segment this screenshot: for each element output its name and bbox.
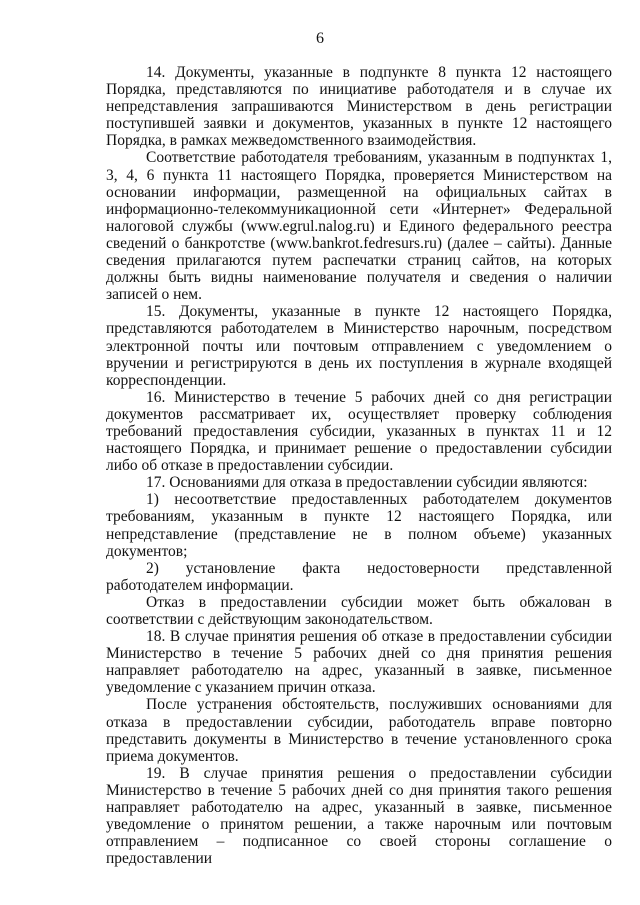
paragraph-19: 19. В случае принятия решения о предоставлении субсидии Министерство в течение 5 рабочих дней со дня принятия такого решения направляет работодателю на адрес, указанный в заявке, письменное уведомление о принятом решении, а также нарочным или почтовым отправлением – подписанное со своей стороны соглашение о предоставлении — [106, 764, 612, 868]
document-body — [106, 64, 612, 867]
paragraph-17-item-1: 1) несоответствие предоставленных работодателем документов требованиям, указанным в пункте 12 настоящего Порядка, или непредставление (представление не в полном объеме) указанных документов; — [106, 491, 612, 560]
paragraph-appeal: Отказ в предоставлении субсидии может быть обжалован в соответствии с действующим законодательством. — [106, 593, 612, 628]
paragraph-compliance-check: Соответствие работодателя требованиям, указанным в подпунктах 1, 3, 4, 6 пункта 11 настоящего Порядка, проверяется Министерством на основании информации, размещенной на официальных сайтах в информационно-телекоммуникационной сети «Интернет» Федеральной налоговой службы (www.egrul.nalog.ru) и Единого федерального реестра сведений о банкротстве (www.bankrot.fedresurs.ru) (далее – сайты). Данные сведения прилагаются путем распечатки страниц сайтов, на которых должны быть видны наименование получателя и сведения о наличии записей о нем. — [106, 149, 612, 304]
paragraph-17: 17. Основаниями для отказа в предоставлении субсидии являются: — [146, 474, 588, 492]
paragraph-resubmission: После устранения обстоятельств, послуживших основаниями для отказа в предоставлении субсидии, работодатель вправе повторно представить документы в Министерство в течение установленного срока приема документов. — [106, 696, 612, 765]
paragraph-17-item-2: 2) установление факта недостоверности представленной работодателем информации. — [106, 559, 612, 594]
page-number: 6 — [316, 30, 324, 47]
paragraph-14: 14. Документы, указанные в подпункте 8 пункта 12 настоящего Порядка, представляются по инициативе работодателя и в случае их непредставления запрашиваются Министерством в день регистрации поступившей заявки и документов, указанных в пункте 12 настоящего Порядка, в рамках межведомственного взаимодействия. — [106, 64, 612, 150]
paragraph-16: 16. Министерство в течение 5 рабочих дней со дня регистрации документов рассматривает их, осуществляет проверку соблюдения требований предоставления субсидии, указанных в пунктах 11 и 12 настоящего Порядка, и принимает решение о предоставлении субсидии либо об отказе в предоставлении субсидии. — [106, 388, 612, 475]
paragraph-15: 15. Документы, указанные в пункте 12 настоящего Порядка, представляются работодателем в Министерство нарочным, посредством электронной почты или почтовым отправлением с уведомлением о вручении и регистрируются в день их поступления в журнале входящей корреспонденции. — [106, 303, 612, 389]
paragraph-18: 18. В случае принятия решения об отказе в предоставлении субсидии Министерство в течение 5 рабочих дней со дня принятия решения направляет работодателю на адрес, указанный в заявке, письменное уведомление с указанием причин отказа. — [106, 628, 612, 697]
